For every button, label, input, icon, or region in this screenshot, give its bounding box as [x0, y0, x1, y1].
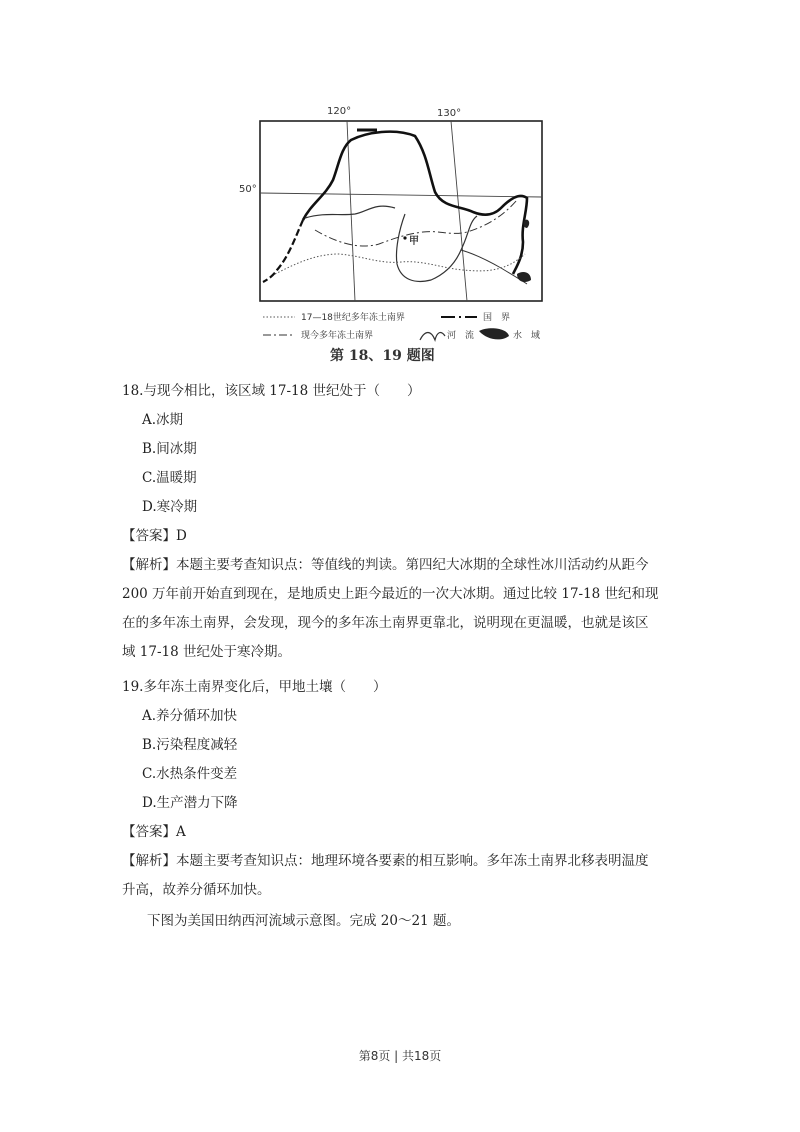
legend-border: 国 界	[483, 313, 511, 323]
q18-option-a: A.冰期	[142, 412, 184, 428]
q19-option-d: D.生产潜力下降	[142, 795, 238, 811]
longitude-130-label: 130°	[437, 108, 462, 119]
q19-analysis-line-2: 升高，故养分循环加快。	[122, 882, 271, 898]
river-1	[305, 206, 395, 218]
map-frame	[260, 121, 542, 301]
place-jia-label: 甲	[409, 236, 419, 247]
question-19-stem: 19.多年冻土南界变化后，甲地土壤（ ）	[122, 679, 387, 695]
q19-answer: 【答案】A	[122, 824, 186, 840]
parallel-50	[260, 193, 542, 197]
q18-option-b: B.间冰期	[142, 441, 197, 457]
q18-analysis-line-3: 在的多年冻土南界，会发现，现今的多年冻土南界更靠北，说明现在更温暖，也就是该区	[122, 615, 649, 631]
q19-option-c: C.水热条件变差	[142, 766, 238, 782]
q18-analysis-line-4: 域 17-18 世纪处于寒冷期。	[122, 644, 292, 660]
legend-river-symbol	[420, 333, 445, 341]
map-figure	[239, 104, 555, 366]
meridian-120	[347, 121, 355, 301]
figure-caption: 第 18、19 题图	[330, 348, 435, 364]
q18-option-d: D.寒冷期	[142, 499, 198, 515]
intro-paragraph: 下图为美国田纳西河流域示意图。完成 20～21 题。	[147, 913, 460, 929]
q18-answer: 【答案】D	[122, 528, 187, 544]
latitude-50-label: 50°	[239, 184, 257, 195]
legend-present-permafrost: 现今多年冻土南界	[301, 331, 374, 341]
q18-option-c: C.温暖期	[142, 470, 197, 486]
legend-water-symbol	[479, 328, 509, 339]
permafrost-map	[255, 104, 555, 366]
q19-analysis-line-1: 【解析】本题主要考查知识点：地理环境各要素的相互影响。多年冻土南界北移表明温度	[122, 853, 649, 869]
legend-river: 河 流	[447, 331, 475, 341]
meridian-130	[451, 121, 467, 301]
q18-analysis-line-1: 【解析】本题主要考查知识点：等值线的判读。第四纪大冰期的全球性冰川活动约从距今	[122, 557, 649, 573]
longitude-120-label: 120°	[327, 106, 352, 117]
water-body-2	[517, 272, 531, 282]
legend-historic-permafrost: 17—18世纪多年冻土南界	[301, 313, 405, 323]
q19-option-b: B.污染程度减轻	[142, 737, 238, 753]
national-border-west	[263, 220, 303, 282]
water-body-3	[524, 220, 529, 228]
page-footer: 第8页 | 共18页	[358, 1049, 442, 1063]
river-2	[396, 214, 477, 281]
national-border	[303, 132, 527, 274]
question-18-stem: 18.与现今相比，该区域 17-18 世纪处于（ ）	[122, 383, 421, 399]
q18-analysis-line-2: 200 万年前开始直到现在，是地质史上距今最近的一次大冰期。通过比较 17-18 世纪和现	[122, 586, 659, 602]
q19-option-a: A.养分循环加快	[142, 708, 238, 724]
point-jia	[403, 236, 406, 239]
legend-water: 水 域	[513, 331, 541, 341]
